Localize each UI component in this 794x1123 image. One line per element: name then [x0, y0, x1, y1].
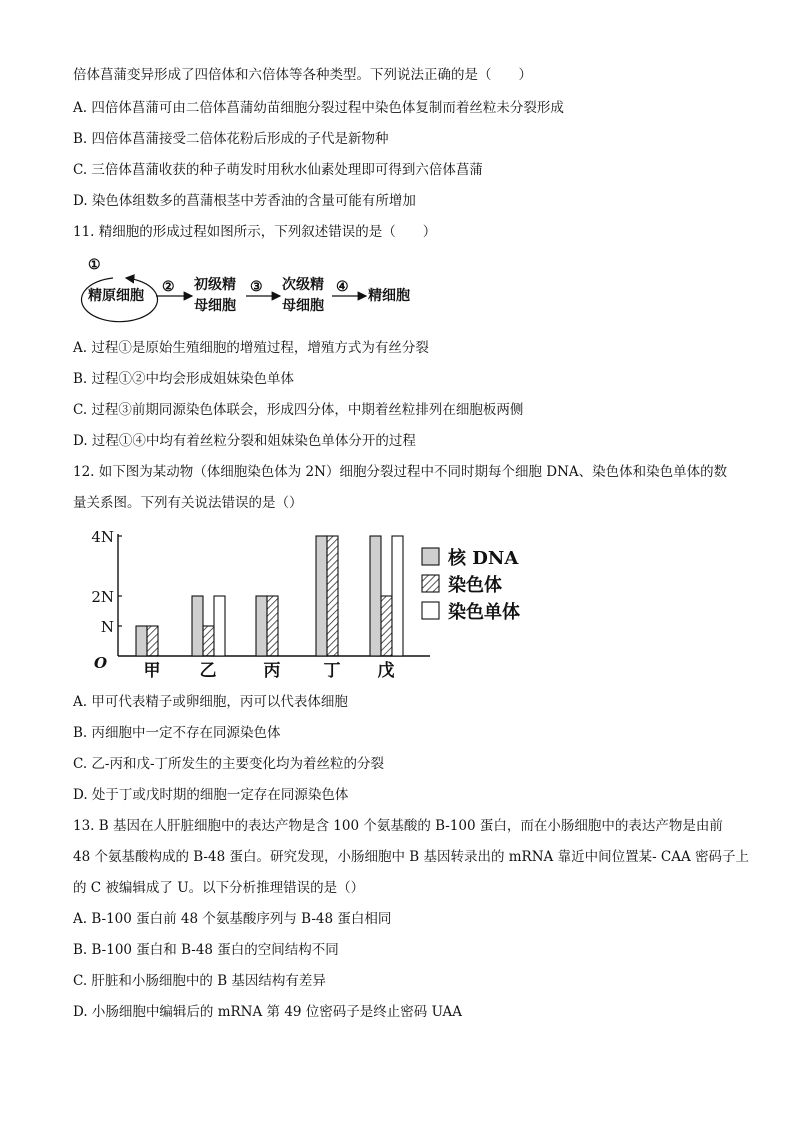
bar-2-0: [256, 596, 267, 656]
stage-secondary-spermatocyte-l1: 次级精: [282, 277, 324, 293]
bar-1-0: [192, 596, 203, 656]
origin-label: O: [94, 654, 108, 672]
stage-primary-spermatocyte-l2: 母细胞: [194, 298, 236, 314]
arrow-4-label: ④: [336, 279, 349, 295]
q12-stem-line1: 12. 如下图为某动物（体细胞染色体为 2N）细胞分裂过程中不同时期每个细胞 DNA、染色体和染色单体的数: [73, 464, 728, 480]
arrow-2-label: ②: [162, 279, 175, 295]
legend-label: 染色单体: [448, 602, 520, 623]
stage-spermatid: 精细胞: [368, 288, 410, 304]
bar-4-2: [392, 536, 403, 656]
q13-option-c: C. 肝脏和小肠细胞中的 B 基因结构有差异: [73, 973, 326, 989]
x-tick-label: 乙: [199, 661, 217, 681]
q10-option-c: C. 三倍体菖蒲收获的种子萌发时用秋水仙素处理即可得到六倍体菖蒲: [73, 162, 483, 178]
legend-swatch: [422, 575, 439, 592]
q11-option-d: D. 过程①④中均有着丝粒分裂和姐妹染色单体分开的过程: [73, 433, 416, 449]
legend-label: 核 DNA: [448, 548, 519, 569]
stage-primary-spermatocyte-l1: 初级精: [194, 277, 236, 293]
q11-option-b: B. 过程①②中均会形成姐妹染色单体: [73, 371, 295, 387]
spermatogenesis-flow-diagram: [70, 256, 430, 326]
q12-option-b: B. 丙细胞中一定不存在同源染色体: [73, 725, 281, 741]
q12-option-c: C. 乙-丙和戊-丁所发生的主要变化均为着丝粒的分裂: [73, 756, 385, 772]
y-tick-label: 2N: [91, 588, 114, 606]
bar-4-0: [370, 536, 381, 656]
q10-stem: 倍体菖蒲变异形成了四倍体和六倍体等各种类型。下列说法正确的是（ ）: [73, 67, 532, 83]
q12-option-d: D. 处于丁或戊时期的细胞一定存在同源染色体: [73, 787, 349, 803]
x-tick-label: 甲: [143, 661, 161, 681]
bar-3-0: [316, 536, 327, 656]
q13-stem-line3: 的 C 被编辑成了 U。以下分析推理错误的是（）: [73, 880, 365, 896]
legend-swatch: [422, 602, 439, 619]
legend-label: 染色体: [448, 575, 502, 596]
stage-secondary-spermatocyte-l2: 母细胞: [282, 298, 324, 314]
y-tick-label: 4N: [91, 528, 114, 546]
q13-option-d: D. 小肠细胞中编辑后的 mRNA 第 49 位密码子是终止密码 UAA: [73, 1004, 463, 1020]
q11-option-a: A. 过程①是原始生殖细胞的增殖过程，增殖方式为有丝分裂: [73, 340, 429, 356]
x-tick-label: 丁: [323, 661, 341, 681]
bar-0-0: [136, 626, 147, 656]
x-tick-label: 戊: [377, 661, 395, 681]
q13-option-a: A. B-100 蛋白前 48 个氨基酸序列与 B-48 蛋白相同: [73, 911, 392, 927]
q10-option-a: A. 四倍体菖蒲可由二倍体菖蒲幼苗细胞分裂过程中染色体复制而着丝粒未分裂形成: [73, 100, 564, 116]
q10-option-b: B. 四倍体菖蒲接受二倍体花粉后形成的子代是新物种: [73, 131, 389, 147]
cell-division-bar-chart: [80, 520, 550, 685]
q11-option-c: C. 过程③前期同源染色体联会，形成四分体，中期着丝粒排列在细胞板两侧: [73, 402, 524, 418]
bar-3-1: [327, 536, 338, 656]
bar-2-1: [267, 596, 278, 656]
stage-spermatogonium: 精原细胞: [88, 288, 144, 304]
q12-stem-line2: 量关系图。下列有关说法错误的是（）: [73, 495, 303, 511]
y-tick-label: N: [100, 618, 114, 636]
loop-label: ①: [88, 257, 101, 273]
q13-stem-line2: 48 个氨基酸构成的 B-48 蛋白。研究发现，小肠细胞中 B 基因转录出的 mRNA 靠近中间位置某- CAA 密码子上: [73, 849, 750, 865]
bar-1-2: [214, 596, 225, 656]
legend-swatch: [422, 548, 439, 565]
q13-stem-line1: 13. B 基因在人肝脏细胞中的表达产物是含 100 个氨基酸的 B-100 蛋白，而在小肠细胞中的表达产物是由前: [73, 818, 723, 834]
x-tick-label: 丙: [263, 661, 281, 681]
q11-stem: 11. 精细胞的形成过程如图所示，下列叙述错误的是（ ）: [73, 224, 437, 240]
bar-4-1: [381, 596, 392, 656]
q13-option-b: B. B-100 蛋白和 B-48 蛋白的空间结构不同: [73, 942, 339, 958]
bar-1-1: [203, 626, 214, 656]
bar-0-1: [147, 626, 158, 656]
arrow-3-label: ③: [250, 279, 263, 295]
q12-option-a: A. 甲可代表精子或卵细胞，丙可以代表体细胞: [73, 694, 348, 710]
q10-option-d: D. 染色体组数多的菖蒲根茎中芳香油的含量可能有所增加: [73, 193, 416, 209]
